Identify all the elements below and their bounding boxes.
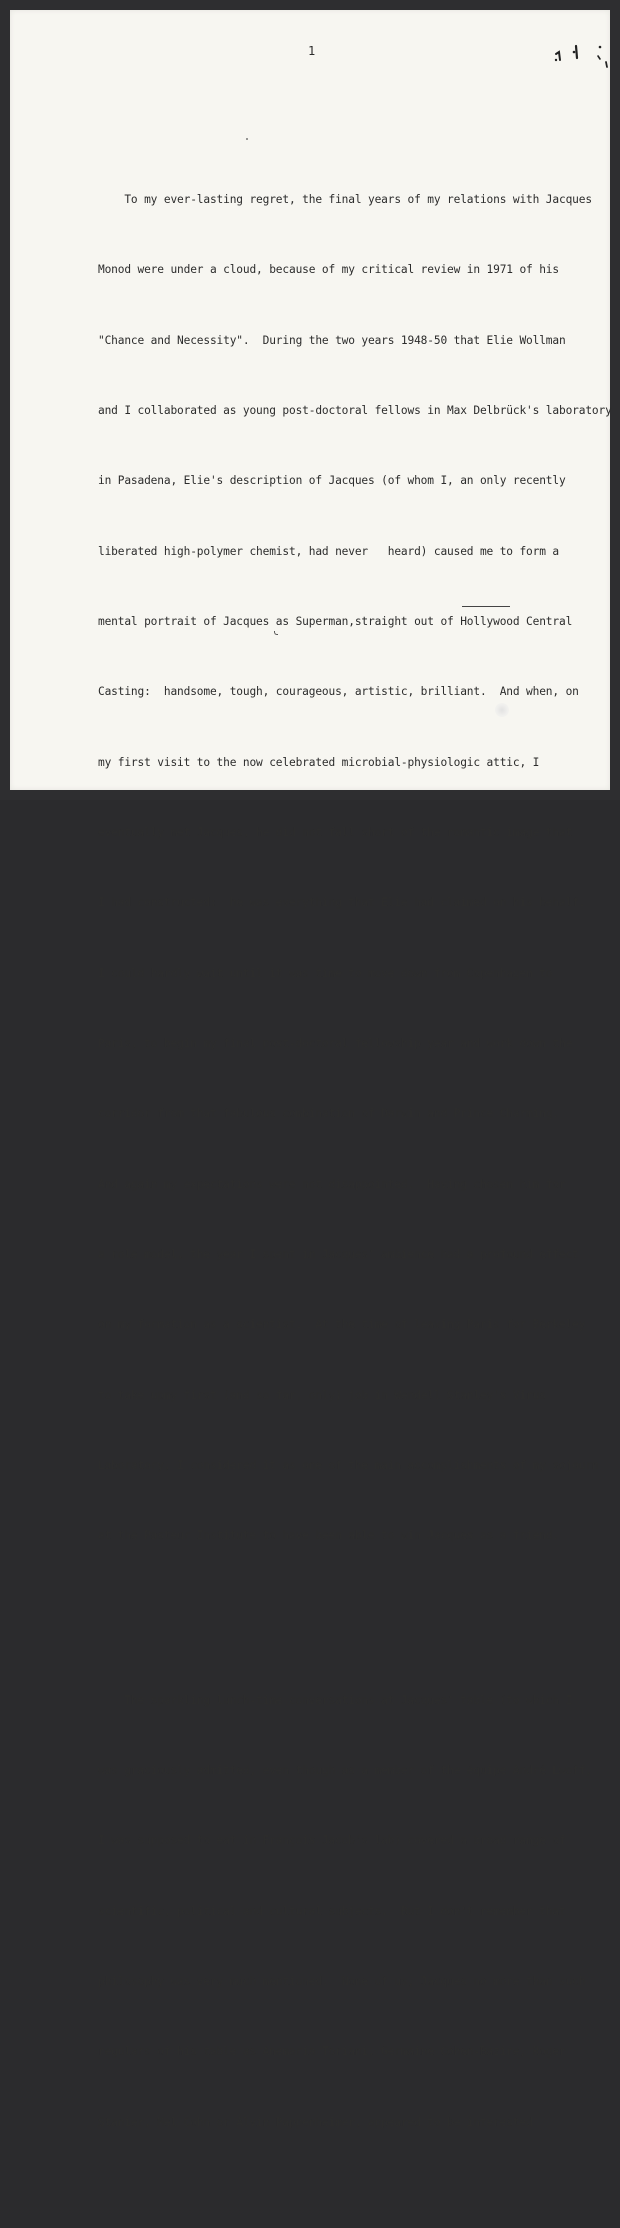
body-text <box>98 94 612 2228</box>
text-line: corridor from that fabulous combination of Darwin and Prince Charming. <box>98 1107 559 1121</box>
paragraph <box>98 141 612 1595</box>
handwritten-cedilla <box>274 631 278 635</box>
handwritten-corner-marks <box>546 40 616 80</box>
text-line: on my formation as a scientist. At the time of leaving Paris for Berkeley <box>98 1318 586 1332</box>
text-line: Monod were under a cloud, because of my critical review in 1971 of his <box>98 263 559 277</box>
text-line: and I collaborated as young post-doctoral fellows in Max Delbrück's laboratory <box>98 403 612 417</box>
text-line: scientific, political and cultural subjects. But I don't remember that <box>98 1904 566 1918</box>
text-line: Stanier, Mel Cohn or Alvin Pappenheimer, appeared to be interested <box>98 2115 533 2129</box>
handwritten-underline <box>462 606 510 607</box>
text-line: eventually met Jacques, he did not fall short of the romantic image that <box>98 825 573 839</box>
text-line: Casting: handsome, tough, courageous, artistic, brilliant. And when, on <box>98 685 579 699</box>
text-line: And again my expectations were not disappointed. Having chosen him for <box>98 1177 566 1191</box>
typewritten-page <box>10 10 612 2129</box>
text-line: a role model, the year I spent in Jacques' ambience had a profound effect <box>98 1247 579 1261</box>
paper-smudge <box>495 703 509 717</box>
text-line: The sparkling lunch-time conversations at Jacques' table (to which I <box>98 1693 573 1707</box>
stray-pen-dot <box>246 138 248 140</box>
text-line: I had constructed: he was everything that Elie had claimed on his behalf. <box>98 896 586 910</box>
text-line: Paris, to begin my final post-doctoral fellowship year and work down the <box>98 1036 573 1050</box>
text-line: Laboratory, I considered it as one of the main accomplishments of my sojourn <box>98 1459 599 1472</box>
text-line: was graciously admitted, even though as a member of the équipe André Lwoff, <box>98 1763 592 1777</box>
text-line: I could hardly wait until it was time to move down from Copenhagen to <box>98 966 553 980</box>
text-line: mental portrait of Jacques as Superman,straight out of Hollywood Central <box>98 614 573 628</box>
paragraph <box>98 1642 603 2181</box>
text-line: regulars of his table as Anemaria Toriani, Germaine Cohen-Bazire, Roger <box>98 2045 566 2059</box>
text-line: To my ever-lasting regret, the final years of my relations with Jacques <box>98 192 592 206</box>
text-line: I was supposed to eat in François Jacob's lab) covered a broad range of <box>98 1834 566 1848</box>
text-line: to take upmy first (and so far, only) job in Wendell Stanley's Virus <box>98 1388 546 1402</box>
text-line: philosophy was very much mentioned. None of us, Jacques no more than such <box>98 1974 586 1988</box>
text-line: at the Pasteur Institute to have been able to win Jacques as a friend. <box>98 1529 559 1543</box>
text-line: my first visit to the now celebrated microbial-physiologic attic, I <box>98 755 540 769</box>
page-number: 1 <box>308 44 316 58</box>
text-line: "Chance and Necessity". During the two years 1948-50 that Elie Wollman <box>98 333 566 347</box>
text-line: in Pasadena, Elie's description of Jacques (of whom I, an only recently <box>98 474 566 488</box>
text-line: liberated high-polymer chemist, had never heard) caused me to form a <box>98 544 559 558</box>
